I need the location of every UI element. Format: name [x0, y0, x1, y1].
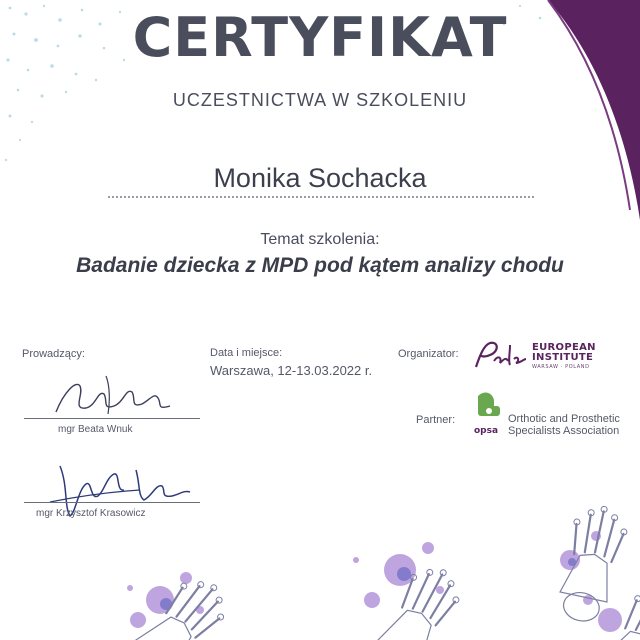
organizer-logo-line2: INSTITUTE [532, 352, 594, 363]
signature-1-name: mgr Beata Wnuk [58, 424, 133, 435]
date-value: Warszawa, 12-13.03.2022 r. [210, 363, 373, 378]
svg-text:opsa: opsa [474, 426, 499, 436]
partner-logo-line2: Specialists Association [508, 425, 620, 437]
topic-label: Temat szkolenia: [260, 231, 380, 248]
signature-2-name: mgr Krzysztof Krasowicz [36, 508, 146, 519]
certificate-title: CERTYFIKAT [132, 6, 508, 69]
organizer-logo-line1: EUROPEAN [532, 342, 596, 353]
recipient-name: Monika Sochacka [213, 163, 427, 193]
training-topic: Badanie dziecka z MPD pod kątem analizy chodu [76, 254, 564, 277]
date-label: Data i miejsce: [210, 347, 283, 359]
certificate-subtitle: UCZESTNICTWA W SZKOLENIU [172, 90, 468, 110]
partner-label: Partner: [416, 414, 456, 426]
partner-logo-line1: Orthotic and Prosthetic [508, 413, 620, 425]
organizer-label: Organizator: [398, 348, 459, 360]
lead-label: Prowadzący: [22, 348, 85, 360]
organizer-logo-line3: WARSAW · POLAND [532, 364, 590, 370]
